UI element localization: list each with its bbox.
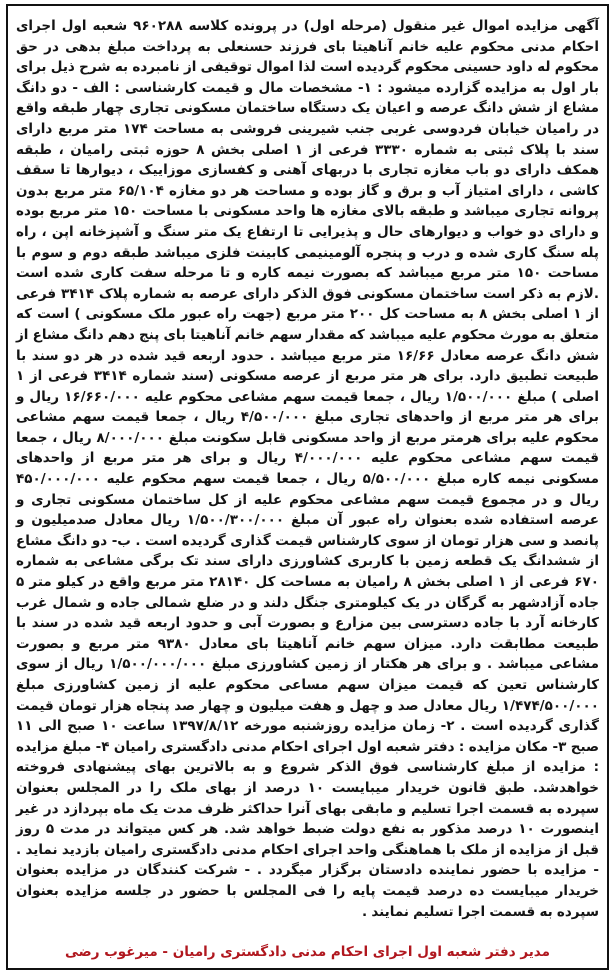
auction-notice — [6, 4, 609, 970]
notice-body — [16, 16, 599, 922]
notice-paragraph: آگهی مزایده اموال غیر منقول (مرحله اول) در پرونده کلاسه ۹۶۰۲۸۸ شعبه اول اجرای احکام مدنی محکوم علیه خانم آناهیتا بای فرزند حسنعلی به پرداخت مبلغ بدهی در حق محکوم له داود حسینی محکوم گردیده است لذا اموال توقیفی از نامبرده به شرح ذیل برای بار اول به مزایده گزارده میشود : ۱- مشخصات مال و قیمت کارشناسی : الف - دو دانگ مشاع از شش دانگ عرصه و اعیان یک دستگاه ساختمان مسکونی تجاری چهار طبقه واقع در رامیان خیابان فردوسی غربی جنب شیرینی فروشی به مساحت ۱۷۴ متر مربع دارای سند با پلاک ثبتی به شماره ۳۳۳۰ فرعی از ۱ اصلی بخش ۸ حوزه ثبتی رامیان ، طبقه همکف دارای دو باب مغازه تجاری با دربهای آهنی و کفسازی موزاییک ، دیوارها تا سقف کاشی ، دارای امتیاز آب و برق و گاز بوده و مساحت هر دو مغازه ۶۵/۱۰۴ متر مربع بدون پروانه تجاری میباشد و طبقه بالای مغازه ها واحد مسکونی با مساحت ۱۵۰ متر مربع بوده و دارای دو خواب و دیوارهای حال و پذیرایی تا ارتفاع یک متر سنگ و آشپزخانه اپن ، راه پله سنگ کاری شده و درب و پنجره آلومینیمی کابینت فلزی میباشد طبقه دوم و سوم با مساحت ۱۵۰ متر مربع میباشد که بصورت نیمه کاره و تا مرحله سفت کاری شده است .لازم به ذکر است ساختمان مسکونی فوق الذکر دارای عرصه به شماره پلاک ۳۴۱۴ فرعی از ۱ اصلی بخش ۸ به مساحت کل ۲۰۰ متر مربع (جهت راه عبور ملک مسکونی ) است که متعلق به مورث محکوم علیه میباشد که مقدار سهم خانم آناهیتا بای پنج دهم دانگ مشاع از شش دانگ عرصه معادل ۱۶/۶۶ متر مربع میباشد . حدود اربعه قید شده در هر دو سند با طبیعت تطبیق دارد. برای هر متر مربع از عرصه مسکونی (سند شماره ۳۴۱۴ فرعی از ۱ اصلی ) مبلغ ۱/۵۰۰/۰۰۰ ریال ، جمعا قیمت سهم مشاعی محکوم علیه ۱۶/۶۶۰/۰۰۰ ریال و برای هر متر مربع از واحدهای تجاری مبلغ ۴/۵۰۰/۰۰۰ ریال ، جمعا قیمت سهم مشاعی محکوم علیه برای هرمتر مربع از واحد مسکونی قابل سکونت مبلغ ۸/۰۰۰/۰۰۰ ریال ، جمعا قیمت سهم مشاعی محکوم علیه ۴/۰۰۰/۰۰۰ ریال و برای هر متر مربع از واحدهای مسکونی نیمه کاره مبلغ ۵/۵۰۰/۰۰۰ ریال ، جمعا قیمت سهم محکوم علیه ۴۵۰/۰۰۰/۰۰۰ ریال و در مجموع قیمت سهم مشاعی محکوم علیه از کل ساختمان مسکونی تجاری و عرصه استفاده شده بعنوان راه عبور آن مبلغ ۱/۵۰۰/۳۰۰/۰۰۰ ریال معادل صدمیلیون و پانصد و سی هزار تومان از سوی کارشناس قیمت گذاری گردیده است . ب- دو دانگ مشاع از ششدانگ یک قطعه زمین با کاربری کشاورزی دارای سند تک برگی مشاعی به شماره ۶۷۰ فرعی از ۱ اصلی بخش ۸ رامیان به مساحت کل ۲۸۱۴۰ متر مربع واقع در کیلو متر ۵ جاده آزادشهر به گرگان در یک کیلومتری جنگل دلند و در ضلع شمالی جاده و شمال غرب کارخانه آرد با جاده دسترسی بین مزارع و بصورت آبی و حدود اربعه قید شده در سند با طبیعت مطابقت دارد. میزان سهم خانم آناهیتا بای معادل ۹۳۸۰ متر مربع و بصورت مشاعی میباشد . و برای هر هکتار از زمین کشاورزی مبلغ ۱/۵۰۰/۰۰۰/۰۰۰ ریال از سوی کارشناس تعین که قیمت میزان سهم مساعی محکوم علیه از زمین کشاورزی مبلغ ۱/۴۷۴/۵۰۰/۰۰۰ ریال معادل صد و چهل و هفت میلیون و چهار صد پنجاه هزار تومان قیمت گذاری گردیده است . ۲- زمان مزایده روزشنبه مورخه ۱۳۹۷/۸/۱۲ ساعت ۱۰ صبح الی ۱۱ صبح ۳- مکان مزایده : دفتر شعبه اول اجرای احکام مدنی دادگستری رامیان ۴- مبلغ مزایده : مزایده از مبلغ کارشناسی فوق الذکر شروع و به بالاترین بهای پیشنهادی فروخته خواهدشد. طبق قانون خریدار میبایست ۱۰ درصد از بهای ملک را در المجلس بعنوان سپرده به قسمت اجرا تسلیم و مابقی بهای آنرا حداکثر ظرف مدت یک ماه بپردازد در غیر اینصورت ۱۰ درصد مذکور به نفع دولت ضبط خواهد شد. هر کس میتواند در مدت ۵ روز قبل از مزایده از ملک با هماهنگی واحد اجرای احکام مدنی دادگستری رامیان بازدید نماید . - مزایده با حضور نماینده دادستان برگزار میگردد . - شرکت کنندگان در مزایده بعنوان خریدار میبایست ده درصد قیمت پایه را فی المجلس با حضور در جلسه مزایده بعنوان سپرده به قسمت اجرا تسلیم نمایند . — [16, 18, 600, 920]
notice-signature: مدیر دفتر شعبه اول اجرای احکام مدنی دادگستری رامیان - میرغوب رضی — [65, 944, 550, 960]
